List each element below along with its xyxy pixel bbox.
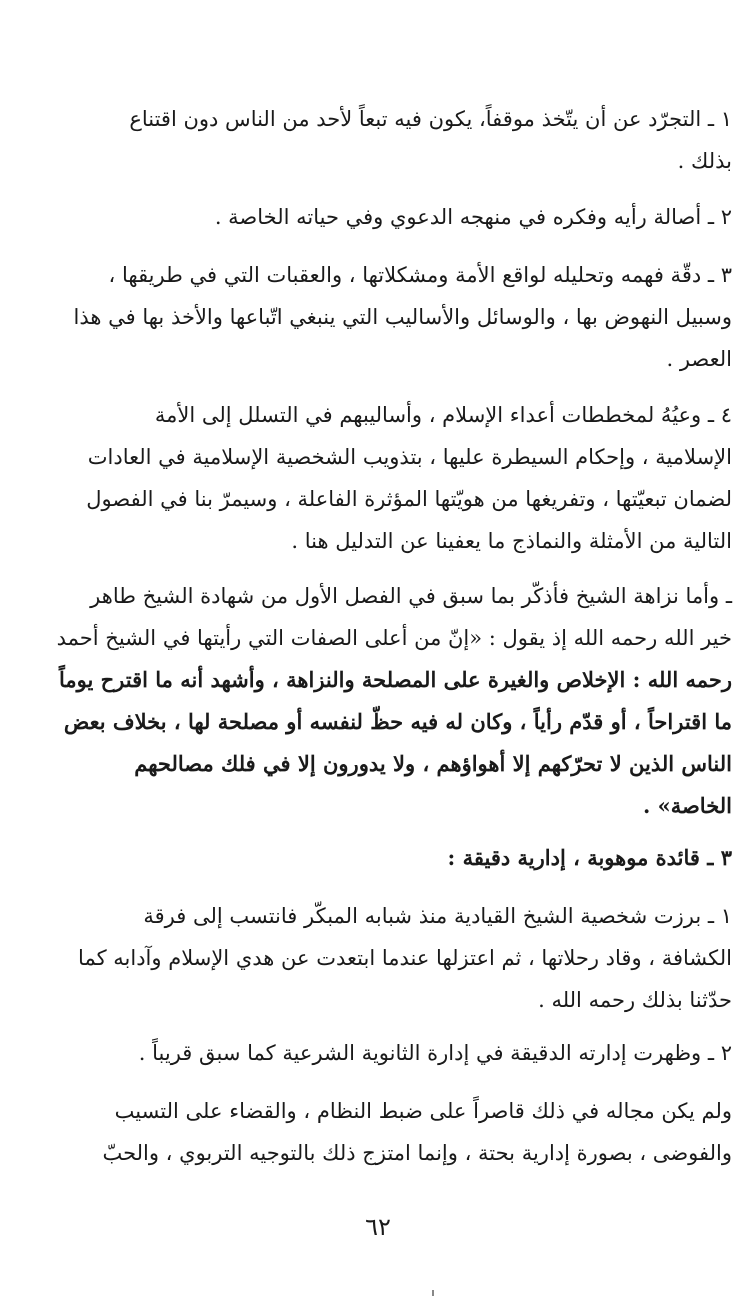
text-line: ولم يكن مجاله في ذلك قاصراً على ضبط النظام ، والقضاء على التسيب — [114, 1099, 732, 1123]
text-line: خير الله رحمه الله إذ يقول : «إنّ من أعلى الصفات التي رأيتها في الشيخ أحمد — [56, 626, 732, 650]
list-item-3 — [20, 254, 732, 380]
leadership-item-1 — [20, 895, 732, 1021]
text-line: العصر . — [666, 347, 732, 371]
scan-mark — [432, 1290, 434, 1296]
text-line: ٢ ـ أصالة رأيه وفكره في منهجه الدعوي وفي حياته الخاصة . — [214, 205, 732, 229]
section-heading — [20, 837, 732, 879]
quote-line: ما اقتراحاً ، أو قدّم رأياً ، وكان له فيه حظّ لنفسه أو مصلحة لها ، بخلاف بعض — [63, 709, 732, 734]
quote-line: رحمه الله : الإخلاص والغيرة على المصلحة والنزاهة ، وأشهد أنه ما اقترح يوماً — [58, 667, 732, 692]
list-item-2 — [20, 196, 732, 238]
text-line: التالية من الأمثلة والنماذج ما يعفينا عن التدليل هنا . — [291, 529, 732, 553]
text-line: ـ وأما نزاهة الشيخ فأذكّر بما سبق في الفصل الأول من شهادة الشيخ طاهر — [90, 584, 732, 608]
text-line: بذلك . — [677, 149, 732, 173]
list-item-1 — [20, 98, 732, 182]
integrity-paragraph — [20, 575, 732, 827]
text-line: والفوضى ، بصورة إدارية بحتة ، وإنما امتزج ذلك بالتوجيه التربوي ، والحبّ — [102, 1141, 732, 1165]
page-number: ٦٢ — [365, 1213, 391, 1241]
closing-paragraph — [20, 1090, 732, 1174]
leadership-item-2 — [20, 1032, 732, 1074]
text-line: الإسلامية ، وإحكام السيطرة عليها ، بتذويب الشخصية الإسلامية في العادات — [87, 445, 732, 469]
text-line: ٣ ـ دقّة فهمه وتحليله لواقع الأمة ومشكلاتها ، والعقبات التي في طريقها ، — [108, 263, 732, 287]
text-line: ١ ـ برزت شخصية الشيخ القيادية منذ شبابه المبكّر فانتسب إلى فرقة — [143, 904, 732, 928]
quote-line: الناس الذين لا تحرّكهم إلا أهواؤهم ، ولا يدورون إلا في فلك مصالحهم — [134, 751, 732, 776]
text-line: ١ ـ التجرّد عن أن يتّخذ موقفاً، يكون فيه تبعاً لأحد من الناس دون اقتناع — [129, 107, 732, 131]
text-line: حدّثنا بذلك رحمه الله . — [538, 988, 732, 1012]
quote-line: الخاصة» . — [642, 793, 732, 818]
text-line: ٤ ـ وعيُهُ لمخططات أعداء الإسلام ، وأساليبهم في التسلل إلى الأمة — [154, 403, 732, 427]
text-line: ٣ ـ قائدة موهوبة ، إدارية دقيقة : — [447, 845, 732, 870]
text-line: ٢ ـ وظهرت إدارته الدقيقة في إدارة الثانوية الشرعية كما سبق قريباً . — [138, 1041, 732, 1065]
text-line: وسبيل النهوض بها ، والوسائل والأساليب التي ينبغي اتّباعها والأخذ بها في هذا — [73, 305, 732, 329]
text-line: الكشافة ، وقاد رحلاتها ، ثم اعتزلها عندما ابتعدت عن هدي الإسلام وآدابه كما — [78, 946, 732, 970]
text-line: لضمان تبعيّتها ، وتفريغها من هويّتها المؤثرة الفاعلة ، وسيمرّ بنا في الفصول — [86, 487, 732, 511]
list-item-4 — [20, 394, 732, 562]
